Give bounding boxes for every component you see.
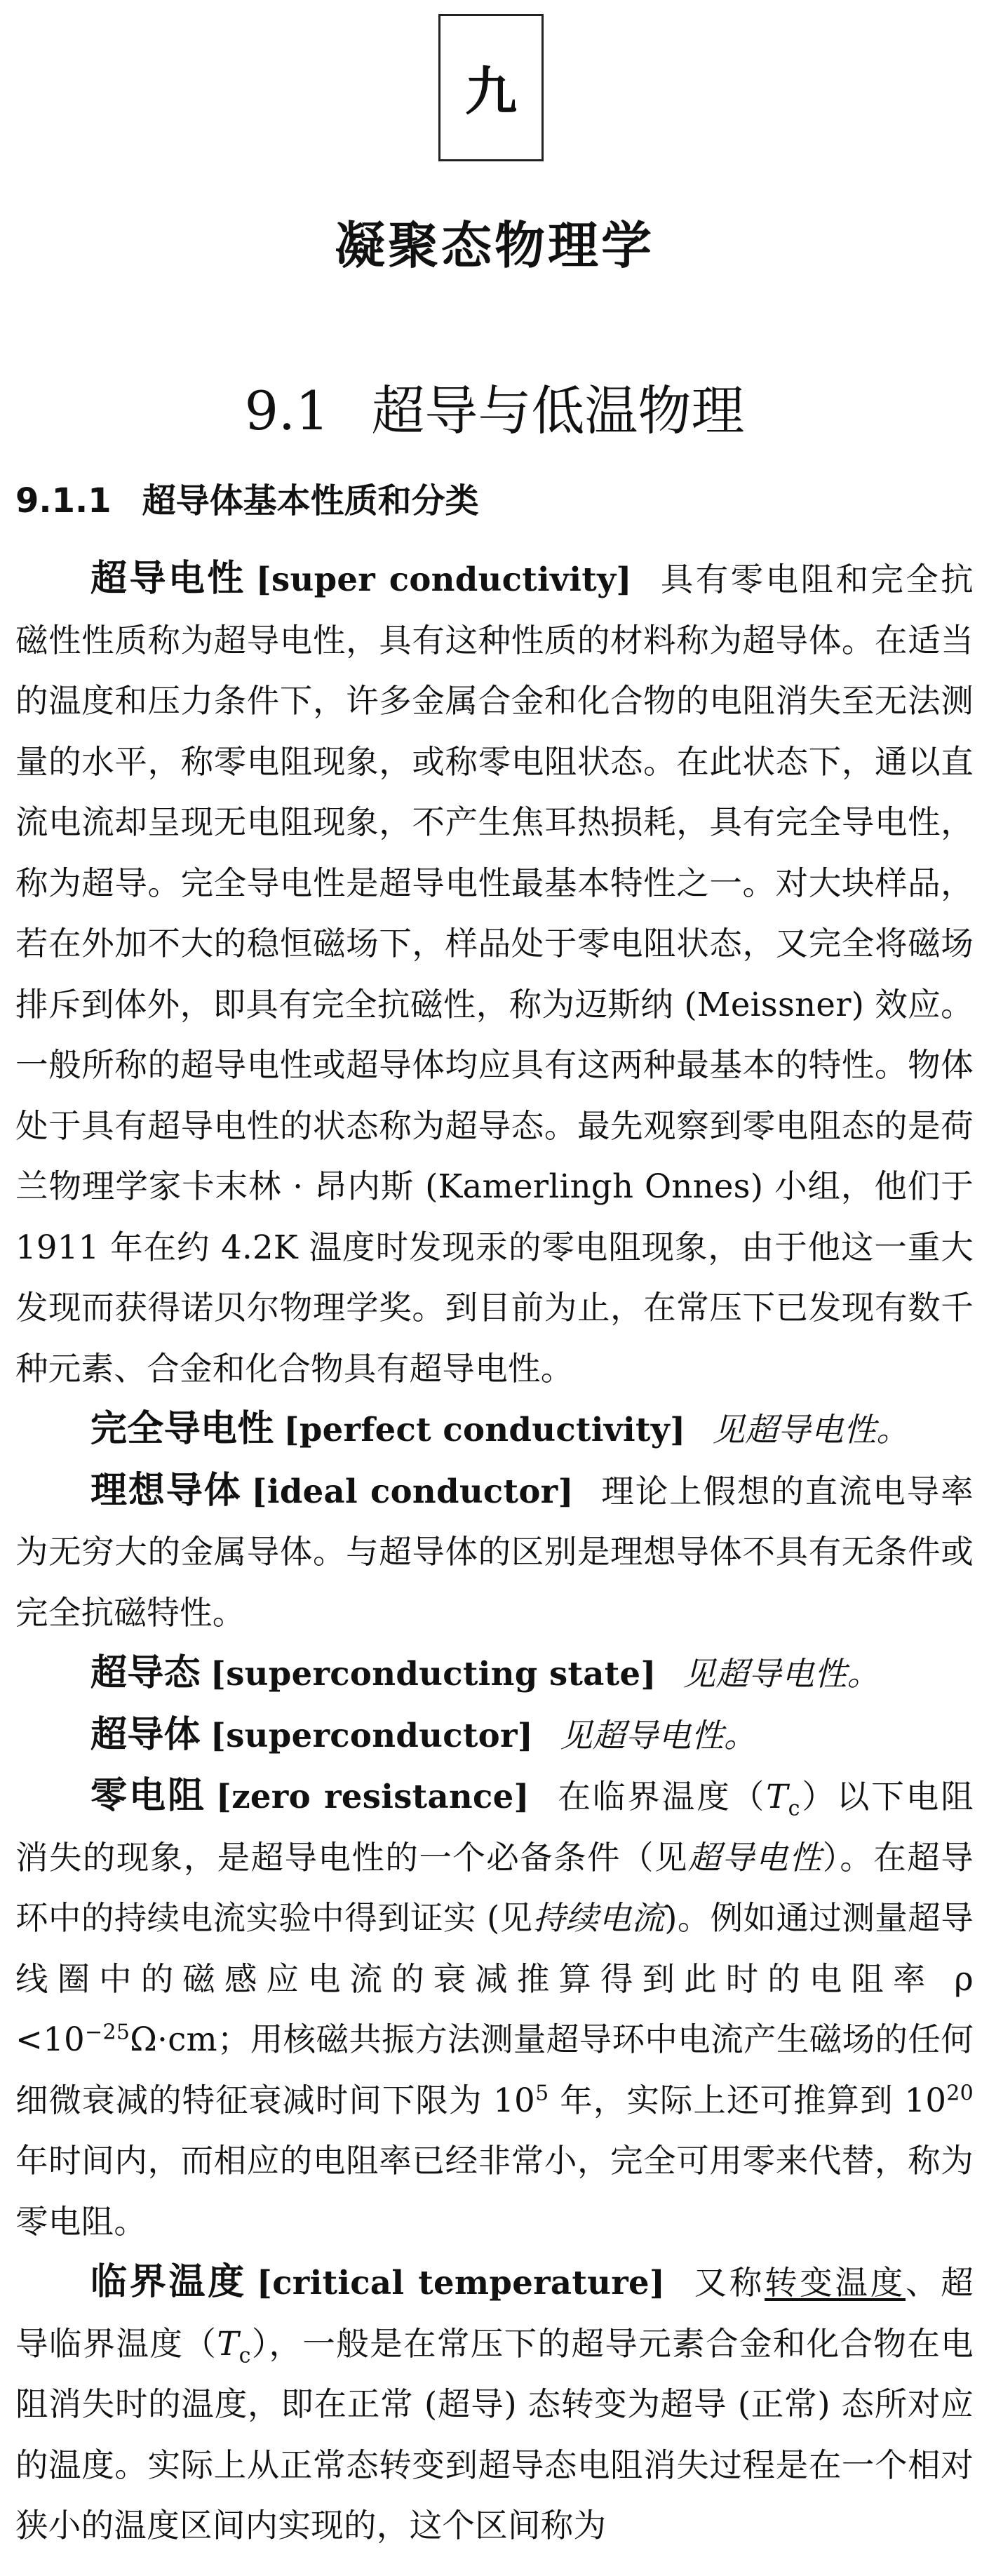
tc-symbol: T [217, 2324, 239, 2363]
entry-term: 理想导体 [90, 1469, 242, 1512]
entry-superconductor [15, 1705, 974, 1766]
entry-cross-reference: 超导电性 [687, 1838, 823, 1877]
entry-english: [superconductor] [210, 1715, 534, 1755]
entry-text: )。例如通过测量超导线圈中的磁感应电流的衰减推算得到此时的电阻率 ρ <10 [15, 1899, 974, 2058]
entry-text: ）以下电阻消失的现象，是超导电性的一个必备条件（见 [15, 1778, 974, 1877]
entry-superconductivity [15, 549, 974, 1399]
chapter-number-box [438, 14, 544, 161]
entry-cross-reference: 见超导电性。 [712, 1411, 910, 1449]
entry-text: ）。在超导环中的持续电流实验中得到证实 (见 [15, 1838, 974, 1937]
tc-symbol: T [766, 1778, 788, 1816]
entry-english: [ideal conductor] [251, 1471, 574, 1510]
section-heading [0, 368, 989, 445]
entry-perfect-conductivity [15, 1399, 974, 1461]
subsection-heading [15, 474, 479, 522]
entry-term: 超导电性 [90, 558, 246, 600]
exponent: 5 [535, 2081, 549, 2105]
entry-term: 超导体 [90, 1713, 201, 1756]
chapter-number: 九 [465, 62, 517, 122]
entry-superconducting-state [15, 1643, 974, 1705]
section-number: 9.1 [244, 380, 330, 442]
tc-subscript: c [788, 1796, 800, 1821]
entry-cross-reference: 见超导电性。 [560, 1716, 757, 1755]
entry-zero-resistance [15, 1766, 974, 2252]
document-body [15, 549, 974, 2556]
entry-text: 在临界温度（ [556, 1778, 767, 1816]
entry-english: [perfect conductivity] [283, 1410, 686, 1449]
chapter-title: 凝聚态物理学 [334, 216, 654, 275]
entry-english: [superconducting state] [210, 1654, 657, 1693]
entry-text: 年时间内，而相应的电阻率已经非常小，完全可用零来代替，称为零电阻。 [15, 2142, 974, 2241]
exponent: −25 [85, 2020, 130, 2045]
section-title: 超导与低温物理 [371, 380, 745, 442]
entry-term: 零电阻 [90, 1775, 206, 1817]
subsection-number: 9.1.1 [15, 481, 112, 521]
entry-body: 具有零电阻和完全抗磁性性质称为超导电性，具有这种性质的材料称为超导体。在适当的温度和压力条件下，许多金属合金和化合物的电阻消失至无法测量的水平，称零电阻现象，或称零电阻状态。在此状态下，通以直流电流却呈现无电阻现象，不产生焦耳热损耗，具有完全导电性，称为超导。完全导电性是超导电性最基本特性之一。对大块样品，若在外加不大的稳恒磁场下，样品处于零电阻状态，又完全将磁场排斥到体外，即具有完全抗磁性，称为迈斯纳 (Meissner) 效应。一般所称的超导电性或超导体均应具有这两种最基本的特性。物体处于具有超导电性的状态称为超导态。最先观察到零电阻态的是荷兰物理学家卡末林 · 昂内斯 (Kamerlingh Onnes) 小组，他们于 1911 年在约 4.2K 温度时发现汞的零电阻现象，由于他这一重大发现而获得诺贝尔物理学奖。到目前为止，在常压下已发现有数千种元素、合金和化合物具有超导电性。 [15, 561, 974, 1388]
entry-term: 完全导电性 [90, 1408, 274, 1450]
entry-term: 临界温度 [90, 2261, 247, 2303]
entry-text: 年，实际上还可推算到 10 [549, 2081, 947, 2119]
entry-cross-reference: 见超导电性。 [682, 1655, 880, 1693]
entry-english: [zero resistance] [215, 1777, 530, 1816]
entry-english: [super conductivity] [255, 560, 632, 598]
tc-subscript: c [238, 2342, 251, 2368]
alternate-term: 转变温度 [765, 2264, 906, 2302]
entry-text: ），一般是在常压下的超导元素合金和化合物在电阻消失时的温度，即在正常 (超导) 态转变为超导 (正常) 态所对应的温度。实际上从正常态转变到超导态电阻消失过程是在一个相对狭小的温度区间内实现的，这个区间称为 [15, 2324, 974, 2544]
entry-critical-temperature [15, 2252, 974, 2556]
entry-text: 又称 [692, 2264, 765, 2302]
subsection-title: 超导体基本性质和分类 [142, 481, 479, 521]
entry-text: Ω·cm；用核磁共振方法测量超导环中电流产生磁场的任何细微衰减的特征衰减时间下限为 10 [15, 2020, 974, 2119]
entry-term: 超导态 [90, 1652, 201, 1694]
entry-english: [critical temperature] [256, 2263, 666, 2302]
entry-text: 、超导临界温度（ [15, 2264, 974, 2363]
exponent: 20 [946, 2081, 974, 2105]
entry-ideal-conductor [15, 1461, 974, 1644]
entry-cross-reference: 持续电流 [532, 1899, 665, 1937]
entry-body: 理论上假想的直流电导率为无穷大的金属导体。与超导体的区别是理想导体不具有无条件或完全抗磁特性。 [15, 1472, 974, 1632]
